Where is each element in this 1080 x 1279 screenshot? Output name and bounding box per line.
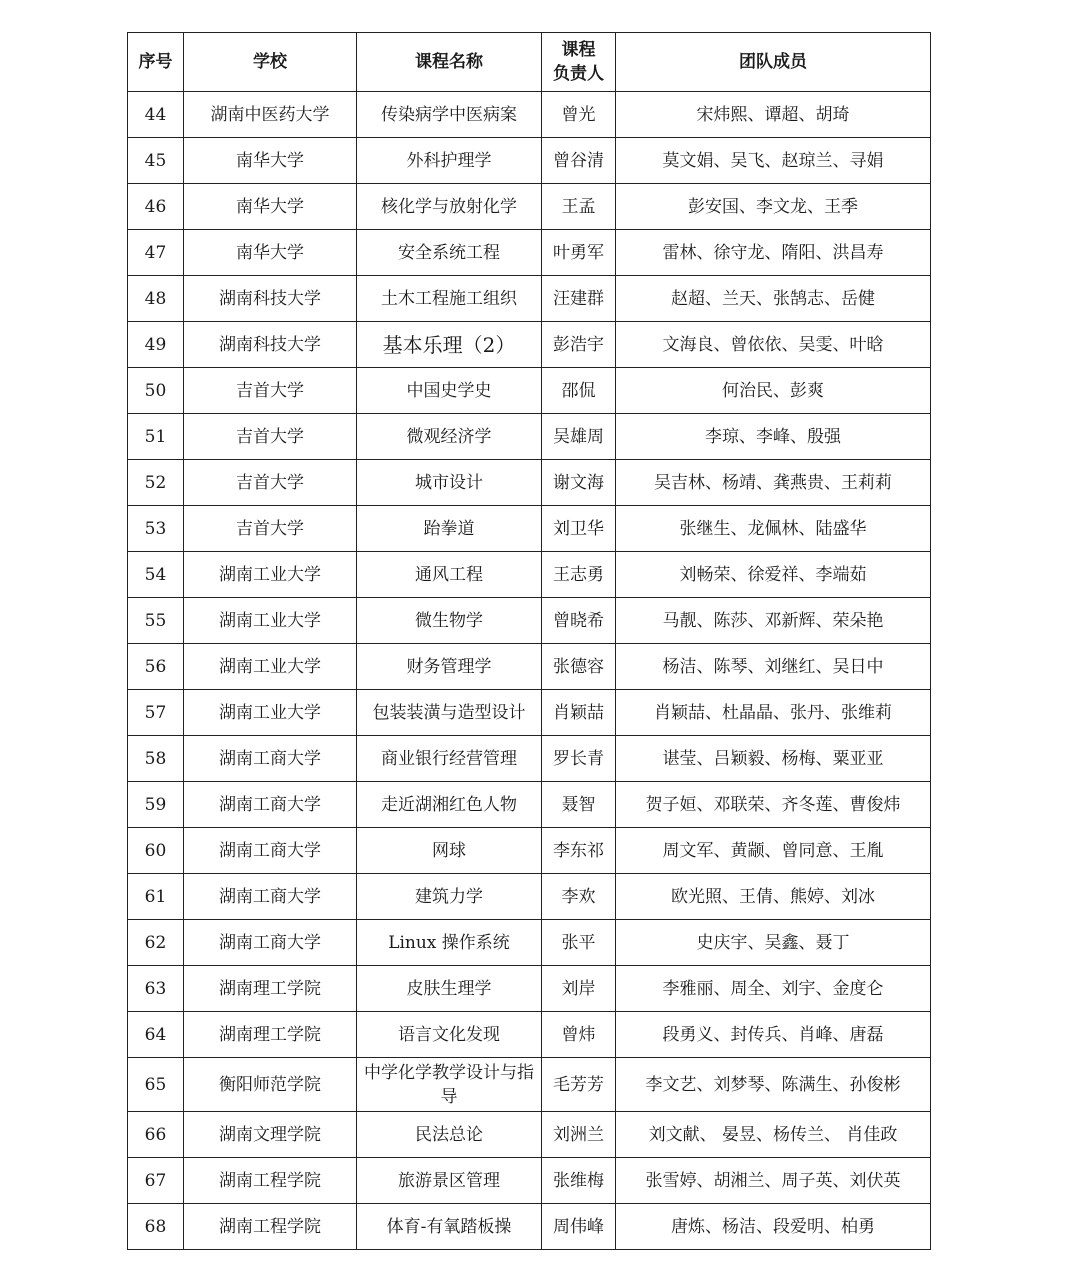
table-row [128,966,931,1012]
row-team: 吴吉林、杨靖、龚燕贵、王莉莉 [616,460,931,506]
row-num: 46 [128,184,184,230]
row-team: 赵超、兰天、张鹄志、岳健 [616,276,931,322]
row-school: 湖南理工学院 [184,1012,357,1058]
row-school: 湖南工程学院 [184,1204,357,1250]
table-row [128,598,931,644]
row-team: 李文艺、刘梦琴、陈满生、孙俊彬 [616,1058,931,1112]
row-school: 湖南工业大学 [184,552,357,598]
row-num: 49 [128,322,184,368]
table-row [128,92,931,138]
table-row [128,920,931,966]
row-team: 雷林、徐守龙、隋阳、洪昌寿 [616,230,931,276]
row-num: 63 [128,966,184,1012]
row-leader: 彭浩宇 [542,322,616,368]
row-num: 68 [128,1204,184,1250]
row-team: 何治民、彭爽 [616,368,931,414]
table-row [128,368,931,414]
row-num: 51 [128,414,184,460]
row-school: 吉首大学 [184,506,357,552]
row-leader: 肖颖喆 [542,690,616,736]
row-team: 肖颖喆、杜晶晶、张丹、张维莉 [616,690,931,736]
header-num: 序号 [128,33,184,92]
row-num: 56 [128,644,184,690]
row-course: 建筑力学 [357,874,542,920]
table-row [128,736,931,782]
row-leader: 刘洲兰 [542,1112,616,1158]
row-school: 湖南工商大学 [184,920,357,966]
row-leader: 张平 [542,920,616,966]
row-course: 商业银行经营管理 [357,736,542,782]
row-school: 湖南理工学院 [184,966,357,1012]
row-team: 史庆宇、吴鑫、聂丁 [616,920,931,966]
table-row [128,506,931,552]
row-course: 中国史学史 [357,368,542,414]
row-school: 湖南工商大学 [184,782,357,828]
row-school: 吉首大学 [184,414,357,460]
table-body [128,92,931,1250]
table-row [128,460,931,506]
row-num: 47 [128,230,184,276]
row-num: 55 [128,598,184,644]
row-team: 唐炼、杨洁、段爱明、柏勇 [616,1204,931,1250]
row-num: 45 [128,138,184,184]
row-num: 61 [128,874,184,920]
row-team: 刘畅荣、徐爱祥、李端茹 [616,552,931,598]
table-row [128,874,931,920]
row-team: 文海良、曾依依、吴雯、叶晗 [616,322,931,368]
row-course: 体育-有氧踏板操 [357,1204,542,1250]
row-course: 微观经济学 [357,414,542,460]
table-row [128,1158,931,1204]
row-leader: 毛芳芳 [542,1058,616,1112]
row-num: 58 [128,736,184,782]
row-num: 62 [128,920,184,966]
row-num: 44 [128,92,184,138]
row-course: 财务管理学 [357,644,542,690]
table-row [128,1112,931,1158]
row-school: 湖南工商大学 [184,874,357,920]
row-leader: 李东祁 [542,828,616,874]
row-team: 刘文献、 晏昱、杨传兰、 肖佳政 [616,1112,931,1158]
row-leader: 张维梅 [542,1158,616,1204]
row-num: 52 [128,460,184,506]
row-team: 谌莹、吕颖毅、杨梅、粟亚亚 [616,736,931,782]
row-team: 杨洁、陈琴、刘继红、吴日中 [616,644,931,690]
row-leader: 邵侃 [542,368,616,414]
table-row [128,184,931,230]
row-team: 周文军、黄颛、曾同意、王胤 [616,828,931,874]
row-school: 湖南工业大学 [184,644,357,690]
row-course: 民法总论 [357,1112,542,1158]
row-course: 城市设计 [357,460,542,506]
row-team: 张雪婷、胡湘兰、周子英、刘伏英 [616,1158,931,1204]
row-school: 南华大学 [184,230,357,276]
row-team: 张继生、龙佩林、陆盛华 [616,506,931,552]
row-school: 南华大学 [184,184,357,230]
header-leader [542,33,616,92]
row-school: 吉首大学 [184,460,357,506]
row-course: 微生物学 [357,598,542,644]
row-course: 包装装潢与造型设计 [357,690,542,736]
row-num: 53 [128,506,184,552]
row-course: 传染病学中医病案 [357,92,542,138]
row-course: 核化学与放射化学 [357,184,542,230]
row-course: Linux 操作系统 [357,920,542,966]
row-num: 48 [128,276,184,322]
table-row [128,276,931,322]
row-leader: 王志勇 [542,552,616,598]
row-num: 54 [128,552,184,598]
row-team: 欧光照、王倩、熊婷、刘冰 [616,874,931,920]
row-leader: 吴雄周 [542,414,616,460]
row-school: 湖南科技大学 [184,322,357,368]
row-team: 贺子姮、邓联荣、齐冬莲、曹俊炜 [616,782,931,828]
row-school: 湖南工业大学 [184,690,357,736]
table-row [128,1204,931,1250]
row-team: 李琼、李峰、殷强 [616,414,931,460]
table-header [128,33,931,92]
row-num: 66 [128,1112,184,1158]
course-table [127,32,931,1250]
row-school: 湖南中医药大学 [184,92,357,138]
row-leader: 汪建群 [542,276,616,322]
row-school: 湖南工程学院 [184,1158,357,1204]
row-num: 67 [128,1158,184,1204]
row-team: 莫文娟、吴飞、赵琼兰、寻娟 [616,138,931,184]
row-team: 段勇义、封传兵、肖峰、唐磊 [616,1012,931,1058]
row-school: 湖南科技大学 [184,276,357,322]
table-row [128,1012,931,1058]
row-num: 60 [128,828,184,874]
row-leader: 曾炜 [542,1012,616,1058]
header-leader-line1: 课程 [561,40,596,60]
table-row [128,414,931,460]
row-team: 马靓、陈莎、邓新辉、荣朵艳 [616,598,931,644]
row-course: 旅游景区管理 [357,1158,542,1204]
row-school: 湖南工商大学 [184,736,357,782]
row-school: 南华大学 [184,138,357,184]
row-course: 中学化学教学设计与指导 [357,1058,542,1112]
header-school: 学校 [184,33,357,92]
table-row [128,782,931,828]
row-course: 走近湖湘红色人物 [357,782,542,828]
row-leader: 曾晓希 [542,598,616,644]
row-leader: 王孟 [542,184,616,230]
row-leader: 叶勇军 [542,230,616,276]
row-school: 湖南工商大学 [184,828,357,874]
table-row [128,1058,931,1112]
row-course: 基本乐理（2） [357,322,542,368]
row-leader: 刘卫华 [542,506,616,552]
table-row [128,828,931,874]
row-course: 安全系统工程 [357,230,542,276]
header-course: 课程名称 [357,33,542,92]
row-num: 50 [128,368,184,414]
row-team: 李雅丽、周全、刘宇、金度仑 [616,966,931,1012]
row-school: 湖南文理学院 [184,1112,357,1158]
row-num: 64 [128,1012,184,1058]
header-team: 团队成员 [616,33,931,92]
header-leader-line2: 负责人 [553,64,604,84]
row-course: 土木工程施工组织 [357,276,542,322]
row-school: 衡阳师范学院 [184,1058,357,1112]
row-course: 网球 [357,828,542,874]
table-row [128,138,931,184]
row-course: 皮肤生理学 [357,966,542,1012]
row-leader: 曾光 [542,92,616,138]
row-leader: 李欢 [542,874,616,920]
row-leader: 谢文海 [542,460,616,506]
table-row [128,552,931,598]
table-row [128,690,931,736]
row-leader: 曾谷清 [542,138,616,184]
row-num: 65 [128,1058,184,1112]
row-leader: 聂智 [542,782,616,828]
row-leader: 周伟峰 [542,1204,616,1250]
table-row [128,322,931,368]
header-row [128,33,931,92]
table-row [128,644,931,690]
row-course: 跆拳道 [357,506,542,552]
row-team: 宋炜熙、谭超、胡琦 [616,92,931,138]
row-course: 外科护理学 [357,138,542,184]
row-course: 通风工程 [357,552,542,598]
row-leader: 罗长青 [542,736,616,782]
row-course: 语言文化发现 [357,1012,542,1058]
row-school: 吉首大学 [184,368,357,414]
row-school: 湖南工业大学 [184,598,357,644]
row-num: 57 [128,690,184,736]
row-num: 59 [128,782,184,828]
row-leader: 刘岸 [542,966,616,1012]
row-team: 彭安国、李文龙、王季 [616,184,931,230]
table-row [128,230,931,276]
row-leader: 张德容 [542,644,616,690]
